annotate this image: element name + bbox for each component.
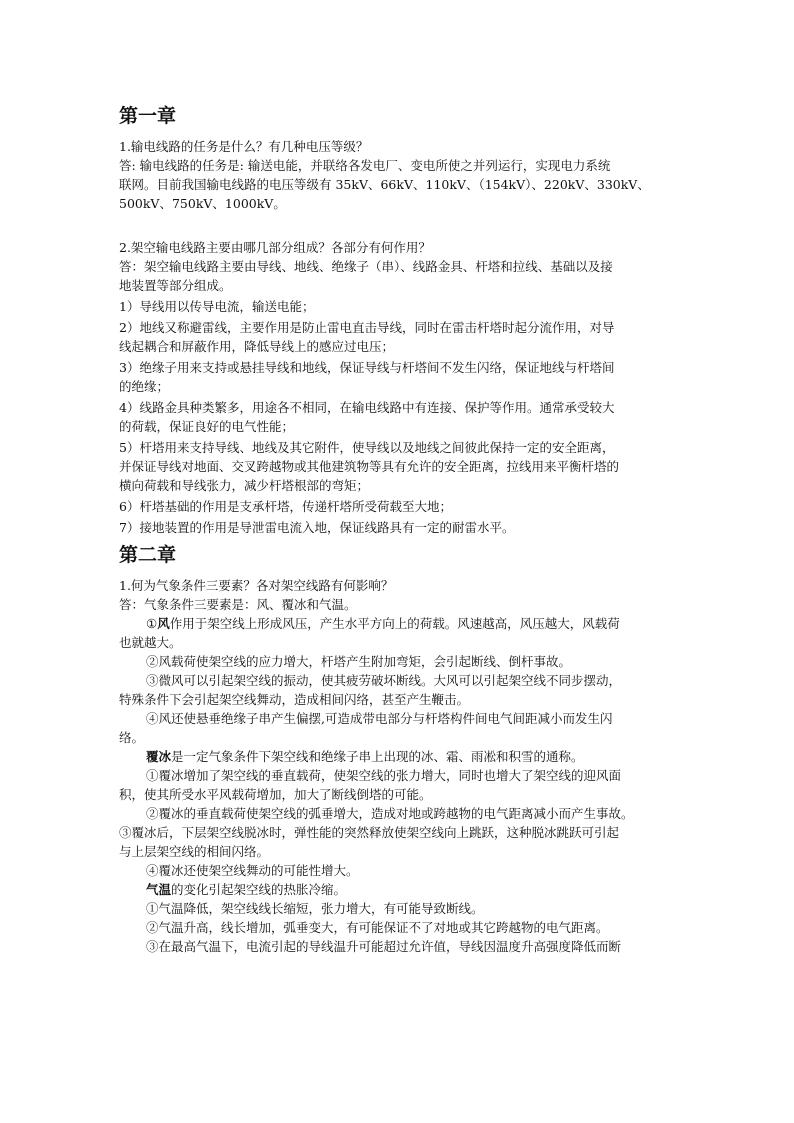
answer-1-2-line: 2）地线又称避雷线，主要作用是防止雷电直击导线，同时在雷击杆塔时起分流作用，对导	[119, 320, 615, 335]
answer-1-2-line: 1）导线用以传导电流，输送电能；	[119, 299, 315, 314]
answer-2-1-intro: 答：气象条件三要素是：风、覆冰和气温。	[119, 597, 357, 612]
question-2-1: 1.何为气象条件三要素？各对架空线路有何影响？	[119, 578, 394, 593]
answer-1-1-line: 答: 输电线路的任务是: 输送电能，并联络各发电厂、变电所使之并列运行，实现电力系统	[119, 158, 611, 173]
wind-line: 络。	[119, 730, 145, 745]
ice-line: ④覆冰还使架空线舞动的可能性增大。	[146, 863, 359, 878]
chapter-2-title: 第二章	[119, 544, 177, 566]
answer-1-2-line: 线起耦合和屏蔽作用，降低导线上的感应过电压；	[119, 339, 395, 354]
wind-line: ③微风可以引起架空线的振动，使其疲劳破坏断线。大风可以引起架空线不同步摆动，	[146, 673, 622, 688]
temp-line: ③在最高气温下，电流引起的导线温升可能超过允许值，导线因温度升高强度降低而断	[146, 939, 622, 954]
answer-1-2-line: 答：架空输电线路主要由导线、地线、绝缘子（串）、线路金具、杆塔和拉线、基础以及接	[119, 259, 613, 274]
wind-line: 也就越大。	[119, 635, 182, 650]
wind-line: 特殊条件下会引起架空线舞动，造成相间闪络，甚至产生鞭击。	[119, 692, 470, 707]
answer-1-2-line: 的绝缘；	[119, 379, 170, 394]
ice-paragraph	[119, 747, 679, 766]
answer-1-2-line: 地装置等部分组成。	[119, 278, 232, 293]
answer-1-2-line: 4）线路金具种类繁多，用途各不相同，在输电线路中有连接、保护等作用。通常承受较大	[119, 400, 615, 415]
answer-1-2-line: 并保证导线对地面、交叉跨越物或其他建筑物等具有允许的安全距离，拉线用来平衡杆塔的	[119, 459, 620, 474]
wind-line: ④风还使悬垂绝缘子串产生偏摆,可造成带电部分与杆塔构件间电气间距减小而发生闪	[146, 711, 613, 726]
question-1-2: 2.架空输电线路主要由哪几部分组成？各部分有何作用？	[119, 240, 431, 255]
answer-1-2-line: 6）杆塔基础的作用是支承杆塔，传递杆塔所受荷载至大地；	[119, 499, 452, 514]
temp-intro: 的变化引起架空线的热胀冷缩。	[171, 882, 347, 897]
answer-1-1-line: 联网。目前我国输电线路的电压等级有 35kV、66kV、110kV、（154kV）、220kV、330kV、	[119, 177, 650, 192]
spacer	[119, 213, 679, 232]
wind-line: ②风载荷使架空线的应力增大，杆塔产生附加弯矩，会引起断线、倒杆事故。	[146, 654, 572, 669]
ice-line: ①覆冰增加了架空线的垂直载荷，使架空线的张力增大，同时也增大了架空线的迎风面	[146, 768, 622, 783]
ice-line: 积，使其所受水平风载荷增加，加大了断线倒塔的可能。	[119, 787, 432, 802]
answer-1-2-line: 横向荷载和导线张力，减少杆塔根部的弯矩；	[119, 478, 370, 493]
answer-1-2-line: 的荷载，保证良好的电气性能；	[119, 419, 295, 434]
wind-marker: ①	[146, 616, 158, 631]
wind-paragraph	[119, 614, 679, 633]
temp-line: ①气温降低，架空线线长缩短，张力增大，有可能导致断线。	[146, 901, 484, 916]
answer-1-2-line: 5）杆塔用来支持导线、地线及其它附件，使导线以及地线之间彼此保持一定的安全距离，	[119, 440, 615, 455]
answer-1-2-line: 3）绝缘子用来支持或悬挂导线和地线，保证导线与杆塔间不发生闪络，保证地线与杆塔间	[119, 360, 615, 375]
wind-keyword: 风	[157, 616, 170, 631]
answer-1-2-line: 7）接地装置的作用是导泄雷电流入地，保证线路具有一定的耐雷水平。	[119, 520, 515, 535]
answer-1-1-line: 500kV、750kV、1000kV。	[119, 196, 286, 211]
ice-keyword: 覆冰	[146, 749, 172, 764]
ice-line: ③覆冰后，下层架空线脱冰时，弹性能的突然释放使架空线向上跳跃，这种脱冰跳跃可引起	[119, 825, 620, 840]
temp-keyword: 气温	[146, 882, 172, 897]
temp-line: ②气温升高，线长增加，弧垂变大，有可能保证不了对地或其它跨越物的电气距离。	[146, 920, 609, 935]
temp-paragraph	[119, 880, 679, 899]
chapter-1-title: 第一章	[119, 105, 177, 127]
ice-intro: 是一定气象条件下架空线和绝缘子串上出现的冰、霜、雨凇和积雪的通称。	[171, 749, 584, 764]
ice-line: ②覆冰的垂直载荷使架空线的弧垂增大，造成对地或跨越物的电气距离减小而产生事故。	[146, 806, 634, 821]
question-1-1: 1.输电线路的任务是什么？有几种电压等级？	[119, 139, 369, 154]
document-page	[119, 104, 679, 956]
ice-line: 与上层架空线的相间闪络。	[119, 844, 270, 859]
wind-text: 作用于架空线上形成风压，产生水平方向上的荷载。风速越高，风压越大，风载荷	[169, 616, 620, 631]
